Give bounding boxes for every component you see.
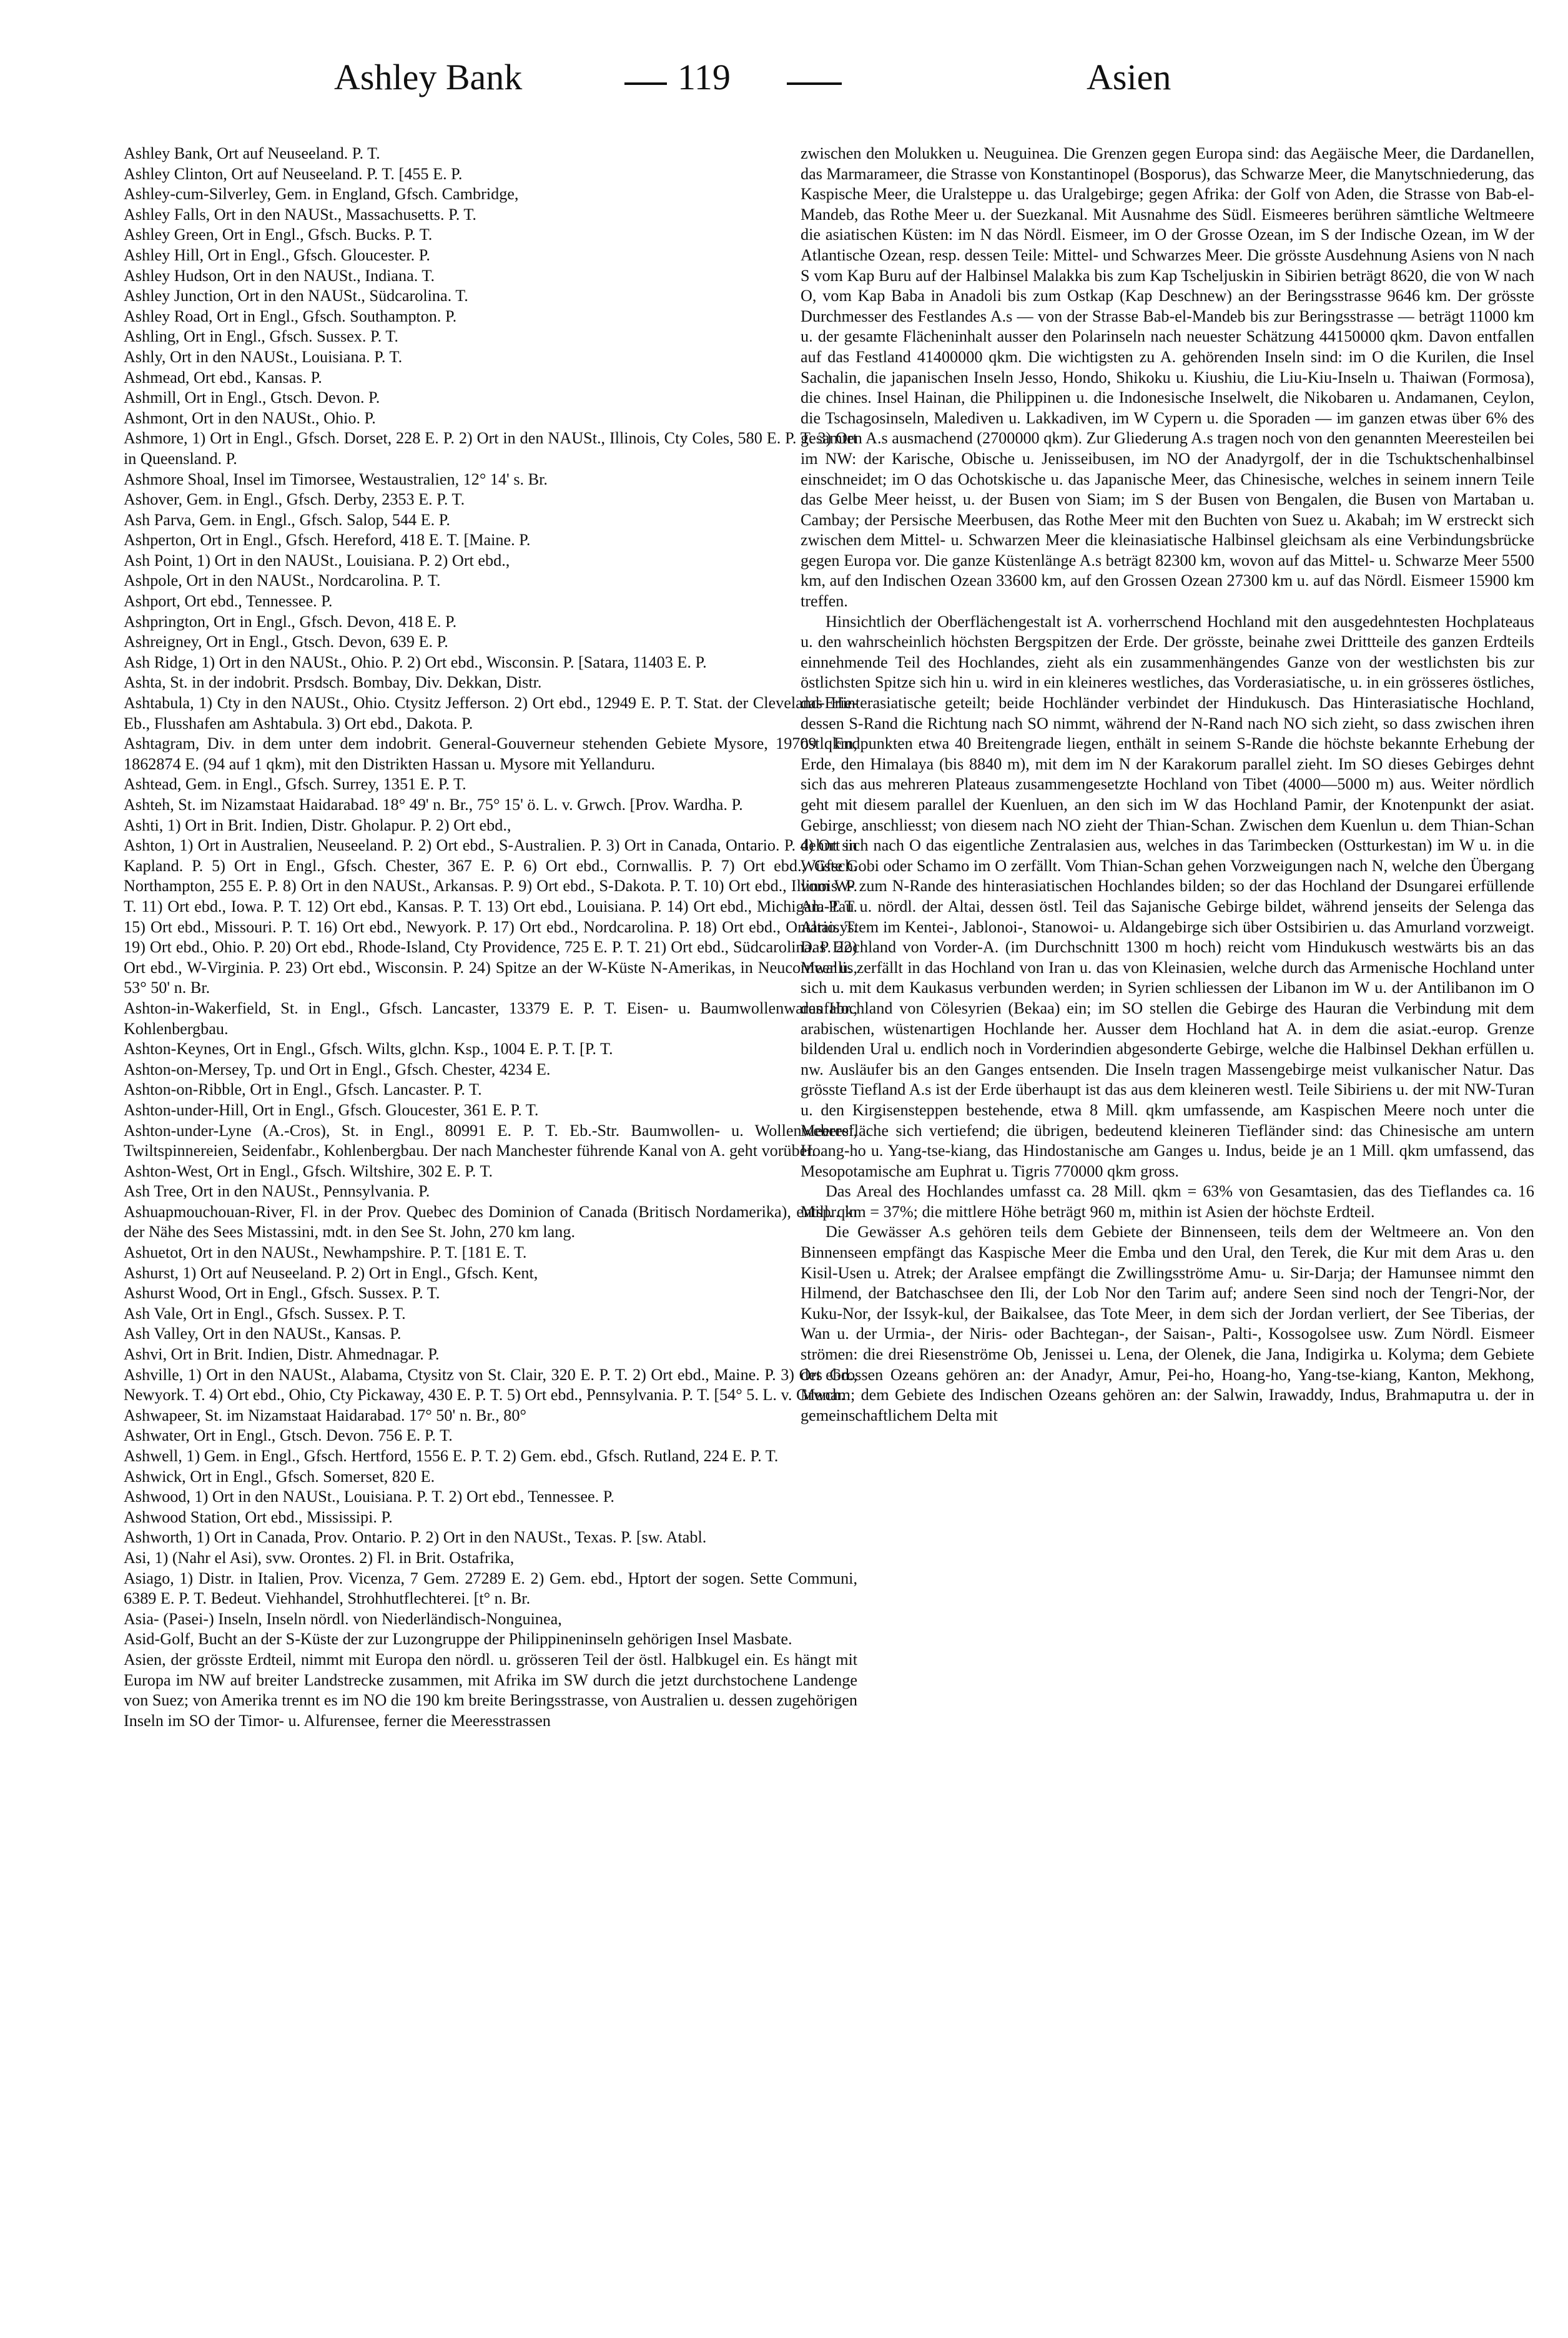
- dictionary-entry: Ashwater, Ort in Engl., Gtsch. Devon. 756 E. P. T.: [124, 1426, 453, 1445]
- dictionary-entry: Ashmill, Ort in Engl., Gtsch. Devon. P.: [124, 388, 380, 407]
- header-rule-right: [787, 82, 842, 85]
- dictionary-entry: Ashuapmouchouan-River, Fl. in der Prov. Quebec des Dominion of Canada (Britisch Nordamerika), entspr. in der Nähe des Sees Mistassini, mdt. in den See St. John, 270 km lang.: [124, 1202, 857, 1241]
- dictionary-entry: Ashville, 1) Ort in den NAUSt., Alabama, Ctysitz von St. Clair, 320 E. P. T. 2) Ort ebd., Maine. P. 3) Ort ebd., Newyork. T. 4) Ort ebd., Ohio, Cty Pickaway, 430 E. P. T. 5) Ort ebd., Pennsylvania. P. T. [54° 5. L. v. Grwch.: [124, 1365, 857, 1404]
- dictionary-entry: Ash Point, 1) Ort in den NAUSt., Louisiana. P. 2) Ort ebd.,: [124, 551, 510, 570]
- dictionary-entry: Ashly, Ort in den NAUSt., Louisiana. P. T.: [124, 347, 403, 366]
- dictionary-entry: Ashmore, 1) Ort in Engl., Gfsch. Dorset, 228 E. P. 2) Ort in den NAUSt., Illinois, Cty Coles, 580 E. P. T. 3) Ort in Queensland. P.: [124, 429, 857, 468]
- dictionary-entry: Ashton-West, Ort in Engl., Gfsch. Wiltshire, 302 E. P. T.: [124, 1162, 493, 1180]
- dictionary-entry: Ashta, St. in der indobrit. Prsdsch. Bombay, Div. Dekkan, Distr.: [124, 673, 542, 692]
- dictionary-entry: Ashley-cum-Silverley, Gem. in England, Gfsch. Cambridge,: [124, 185, 519, 204]
- page-header: [0, 56, 1568, 112]
- dictionary-entry: Ashtead, Gem. in Engl., Gfsch. Surrey, 1351 E. P. T.: [124, 775, 466, 794]
- dictionary-entry: Ashton-under-Hill, Ort in Engl., Gfsch. Gloucester, 361 E. P. T.: [124, 1100, 539, 1119]
- dictionary-entry: Ashley Bank, Ort auf Neuseeland. P. T.: [124, 144, 380, 162]
- dictionary-entry: Ash Valley, Ort in den NAUSt., Kansas. P.: [124, 1324, 402, 1343]
- dictionary-entry: Ash Vale, Ort in Engl., Gfsch. Sussex. P. T.: [124, 1304, 406, 1323]
- dictionary-entry: Ashton-on-Mersey, Tp. und Ort in Engl., Gfsch. Chester, 4234 E.: [124, 1060, 551, 1078]
- dictionary-entry: Ashuetot, Ort in den NAUSt., Newhampshire. P. T. [181 E. T.: [124, 1243, 527, 1262]
- dictionary-entry: Asien, der grösste Erdteil, nimmt mit Europa den nördl. u. grösseren Teil der östl. Halbkugel ein. Es hängt mit Europa im NW auf breiter Landstrecke zusammen, mit Afrika im SW durch die jetzt durchstochene Landenge von Suez; von Amerika trennt es im NO die 190 km breite Beringsstrasse, von Australien u. dessen zugehörigen Inseln im SO der Timor- u. Alfurensee, ferner die Meeresstrassen: [124, 1650, 857, 1730]
- dictionary-entry: Ashton-in-Wakerfield, St. in Engl., Gfsch. Lancaster, 13379 E. P. T. Eisen- u. Baumwollenwarenfabr., Kohlenbergbau.: [124, 999, 857, 1038]
- dictionary-entry: Ashwapeer, St. im Nizamstaat Haidarabad. 17° 50' n. Br., 80°: [124, 1406, 526, 1424]
- dictionary-entry: Asiago, 1) Distr. in Italien, Prov. Vicenza, 7 Gem. 27289 E. 2) Gem. ebd., Hptort der sogen. Sette Communi, 6389 E. P. T. Bedeut. Viehhandel, Strohhutflechterei. [t° n. Br.: [124, 1569, 857, 1608]
- dictionary-entry: Ashurst Wood, Ort in Engl., Gfsch. Sussex. P. T.: [124, 1284, 440, 1303]
- dictionary-entry: Ashley Road, Ort in Engl., Gfsch. Southampton. P.: [124, 307, 457, 325]
- dictionary-entry: Ash Parva, Gem. in Engl., Gfsch. Salop, 544 E. P.: [124, 510, 450, 529]
- dictionary-entry: Ashling, Ort in Engl., Gfsch. Sussex. P. T.: [124, 327, 398, 346]
- dictionary-entry: Ashwell, 1) Gem. in Engl., Gfsch. Hertford, 1556 E. P. T. 2) Gem. ebd., Gfsch. Rutland, 224 E. P. T.: [124, 1447, 779, 1465]
- dictionary-entry: Asi, 1) (Nahr el Asi), svw. Orontes. 2) Fl. in Brit. Ostafrika,: [124, 1548, 515, 1567]
- dictionary-entry: Ashwood Station, Ort ebd., Mississipi. P.: [124, 1507, 393, 1526]
- dictionary-entry: Ashperton, Ort in Engl., Gfsch. Hereford, 418 E. T. [Maine. P.: [124, 531, 531, 550]
- dictionary-entry: Ashprington, Ort in Engl., Gfsch. Devon, 418 E. P.: [124, 612, 457, 631]
- left-text-column: [124, 144, 857, 2317]
- dictionary-entry: Ashti, 1) Ort in Brit. Indien, Distr. Gholapur. P. 2) Ort ebd.,: [124, 816, 511, 834]
- dictionary-entry: Ashton-Keynes, Ort in Engl., Gfsch. Wilts, glchn. Ksp., 1004 E. P. T. [P. T.: [124, 1040, 613, 1058]
- dictionary-entry: Ashley Green, Ort in Engl., Gfsch. Bucks. P. T.: [124, 225, 433, 244]
- dictionary-entry: Die Gewässer A.s gehören teils dem Gebiete der Binnenseen, teils dem der Weltmeere an. Von den Binnenseen empfängt das Kaspische Meer die Emba und den Ural, den Terek, die Kur mit dem Aras u. den Kisil-Usen u. Atrek; der Aralsee empfängt die Zwillingsströme Amu- u. Sir-Darja; der Hamunsee nimmt den Hilmend, der Batchaschsee den Ili, der Lob Nor den Tarim auf; andere Seen sind noch der Tengri-Nor, der Kuku-Nor, der Issyk-kul, der Baikalsee, das Tote Meer, in dem sich der Jordan verliert, der See Tiberias, der Wan u. der Urmia-, der Niris- oder Bachtegan-, der Saisan-, Palti-, Kossogolsee usw. Zum Nördl. Eismeer strömen: die drei Riesenströme Ob, Jenissei u. Lena, der Olenek, die Jana, Indigirka u. Kolyma; dem Gebiete des Grossen Ozeans gehören an: der Anadyr, Amur, Pei-ho, Hoang-ho, Yang-tse-kiang, Kanton, Mekhong, Menam; dem Gebiete des Indischen Ozeans gehören an: der Salwin, Irawaddy, Indus, Brahmaputra u. der in gemeinschaftlichem Delta mit: [801, 1223, 1534, 1424]
- dictionary-entry: Ashworth, 1) Ort in Canada, Prov. Ontario. P. 2) Ort in den NAUSt., Texas. P. [sw. Atabl.: [124, 1528, 707, 1547]
- dictionary-entry: Ashtagram, Div. in dem unter dem indobrit. General-Gouverneur stehenden Gebiete Mysore, 19709 qkm, 1862874 E. (94 auf 1 qkm), mit den Distrikten Hassan u. Mysore mit Yellanduru.: [124, 734, 857, 773]
- dictionary-entry: Ashreigney, Ort in Engl., Gtsch. Devon, 639 E. P.: [124, 633, 448, 651]
- dictionary-entry: Ashwick, Ort in Engl., Gfsch. Somerset, 820 E.: [124, 1467, 435, 1486]
- dictionary-entry: Ashwood, 1) Ort in den NAUSt., Louisiana. P. T. 2) Ort ebd., Tennessee. P.: [124, 1487, 614, 1506]
- dictionary-entry: Asid-Golf, Bucht an der S-Küste der zur Luzongruppe der Philippineninseln gehörigen Insel Masbate.: [124, 1630, 792, 1649]
- header-rule-left: [624, 82, 667, 85]
- dictionary-entry: Ashvi, Ort in Brit. Indien, Distr. Ahmednagar. P.: [124, 1345, 440, 1364]
- dictionary-entry: zwischen den Molukken u. Neuguinea. Die Grenzen gegen Europa sind: das Aegäische Meer, die Dardanellen, das Marmarameer, die Strasse von Konstantinopel (Bosporus), das Schwarze Meer, die Manytschniederung, das Kaspische Meer, die Uralsteppe u. das Uralgebirge; gegen Afrika: der Golf von Aden, die Strasse von Bab-el-Mandeb, das Rothe Meer u. der Suezkanal. Mit Ausnahme des Südl. Eismeeres berühren sämtliche Weltmeere die asiatischen Küsten: im N das Nördl. Eismeer, im O der Grosse Ozean, im S der Indische Ozean, im W der Atlantische Ozean, resp. dessen Teile: Mittel- und Schwarzes Meer. Die grösste Ausdehnung Asiens von N nach S vom Kap Buru auf der Halbinsel Malakka bis zum Kap Tscheljuskin in Sibirien beträgt 8620, die von W nach O, vom Kap Baba in Anadoli bis zum Ostkap (Kap Deschnew) an der Beringsstrasse 9646 km. Der grösste Durchmesser des Festlandes A.s — von der Strasse Bab-el-Mandeb bis zur Beringsstrasse — beträgt 11000 km u. der gesamte Flächeninhalt ausser den Polarinseln nach neuester Schätzung 44150000 qkm. Davon entfallen auf das Festland 41400000 qkm. Die wichtigsten zu A. gehörenden Inseln sind: im O die Kurilen, die Insel Sachalin, die japanischen Inseln Jesso, Hondo, Shikoku u. Kiushiu, die Liu-Kiu-Inseln u. Thaiwan (Formosa), die chines. Insel Hainan, die Philippinen u. die Indonesische Inselwelt, die Nikobaren u. Andamanen, Ceylon, die Tschagosinseln, Malediven u. Lakkadiven, im W Cypern u. die Sporaden — im ganzen etwas über 6% des gesamten A.s ausmachend (2700000 qkm). Zur Gliederung A.s tragen noch von den genannten Meeresteilen bei im NW: der Karische, Obische u. Jenisseibusen, im NO der Anadyrgolf, der in die Tschuktschenhalbinsel einschneidet; im O das Ochotskische u. das Japanische Meer, das Chinesische, welches in seinem innern Teile das Gelbe Meer heisst, u. der Busen von Siam; im S der Busen von Bengalen, die Busen von Martaban u. Cambay; der Persische Meerbusen, das Rothe Meer mit den Buchten von Suez u. Akabah; im W erstreckt sich zwischen dem Mittel- u. Schwarzen Meer die kleinasiatische Halbinsel gleichsam als eine Verbindungsbrücke gegen Europa vor. Die ganze Küstenlänge A.s beträgt 82300 km, wovon auf das Mittel- u. Schwarze Meer 5500 km, auf den Indischen Ozean 33600 km, auf den Grossen Ozean 27300 km u. auf das Nördl. Eismeer 15900 km treffen.: [801, 144, 1534, 611]
- dictionary-entry: Ashurst, 1) Ort auf Neuseeland. P. 2) Ort in Engl., Gfsch. Kent,: [124, 1263, 538, 1282]
- dictionary-entry: Ashmont, Ort in den NAUSt., Ohio. P.: [124, 408, 376, 427]
- dictionary-entry: Ashmore Shoal, Insel im Timorsee, Westaustralien, 12° 14' s. Br.: [124, 470, 548, 488]
- header-running-title-right: Asien: [1087, 57, 1171, 97]
- dictionary-entry: Ashport, Ort ebd., Tennessee. P.: [124, 592, 333, 611]
- dictionary-entry: Ashpole, Ort in den NAUSt., Nordcarolina. P. T.: [124, 571, 441, 590]
- dictionary-entry: Das Areal des Hochlandes umfasst ca. 28 Mill. qkm = 63% von Gesamtasien, das des Tieflandes ca. 16 Mill. qkm = 37%; die mittlere Höhe beträgt 960 m, mithin ist Asien der höchste Erdteil.: [801, 1182, 1534, 1221]
- page-number: 119: [678, 57, 731, 97]
- dictionary-entry: Ashton, 1) Ort in Australien, Neuseeland. P. 2) Ort ebd., S-Australien. P. 3) Ort in Canada, Ontario. P. 4) Ort in Kapland. P. 5) Ort in Engl., Gfsch. Chester, 367 E. P. 6) Ort ebd., Cornwallis. P. 7) Ort ebd., Gfsch. Northampton, 255 E. P. 8) Ort in den NAUSt., Arkansas. P. 9) Ort ebd., S-Dakota. P. T. 10) Ort ebd., Illinois. P. T. 11) Ort ebd., Iowa. P. T. 12) Ort ebd., Kansas. P. T. 13) Ort ebd., Louisiana. P. 14) Ort ebd., Michigan. P. T. 15) Ort ebd., Missouri. P. T. 16) Ort ebd., Newyork. P. 17) Ort ebd., Nordcarolina. P. 18) Ort ebd., Ontario. T. 19) Ort ebd., Ohio. P. 20) Ort ebd., Rhode-Island, Cty Providence, 725 E. P. T. 21) Ort ebd., Südcarolina. P. 22) Ort ebd., W-Virginia. P. 23) Ort ebd., Wisconsin. P. 24) Spitze an der W-Küste N-Amerikas, in Neucornwallis, 53° 50' n. Br.: [124, 836, 857, 997]
- dictionary-entry: Ashtabula, 1) Cty in den NAUSt., Ohio. Ctysitz Jefferson. 2) Ort ebd., 12949 E. P. T. Stat. der Cleveland-Erie-Eb., Flusshafen am Ashtabula. 3) Ort ebd., Dakota. P.: [124, 694, 857, 732]
- dictionary-entry: Ashmead, Ort ebd., Kansas. P.: [124, 368, 322, 387]
- dictionary-entry: Ash Ridge, 1) Ort in den NAUSt., Ohio. P. 2) Ort ebd., Wisconsin. P. [Satara, 11403 E. P.: [124, 653, 707, 671]
- dictionary-entry: Ashley Clinton, Ort auf Neuseeland. P. T. [455 E. P.: [124, 164, 463, 183]
- dictionary-entry: Ashley Hill, Ort in Engl., Gfsch. Gloucester. P.: [124, 245, 430, 264]
- dictionary-entry: Ashley Falls, Ort in den NAUSt., Massachusetts. P. T.: [124, 205, 476, 224]
- dictionary-entry: Ashton-under-Lyne (A.-Cros), St. in Engl., 80991 E. P. T. Eb.-Str. Baumwollen- u. Wollenweberei, Twiltspinnereien, Seidenfabr., Kohlenbergbau. Der nach Manchester führende Kanal von A. geht vorüber.: [124, 1121, 857, 1160]
- right-text-column: [801, 144, 1534, 2317]
- dictionary-entry: Ashton-on-Ribble, Ort in Engl., Gfsch. Lancaster. P. T.: [124, 1080, 482, 1099]
- dictionary-entry: Ashley Junction, Ort in den NAUSt., Südcarolina. T.: [124, 287, 468, 305]
- dictionary-entry: Hinsichtlich der Oberflächengestalt ist A. vorherrschend Hochland mit den ausgedehntesten Hochplateaus u. den wahrscheinlich höchsten Bergspitzen der Erde. Der grösste, beinahe zwei Drittteile des ganzen Erdteils einnehmende Teil des Hochlandes, zieht als ein zusammenhängendes Ganze von der westlichsten bis zur östlichsten Spitze sich hin u. wird in ein kleineres westliches, das Vorderasiatische, u. in ein grösseres östliches, das Hinterasiatische geteilt; beide Hochländer verbindet der Hindukusch. Das Hinterasiatische Hochland, dessen S-Rand die Richtung nach SO nimmt, während der N-Rand nach NO sich zieht, so dass zwischen ihren östl. Endpunkten etwa 40 Breitengrade liegen, enthält in seinem S-Rande die höchste bekannte Erhebung der Erde, den Himalaya (bis 8840 m), mit dem im N der Karakorum parallel zieht. Im SO dieses Gebirges dehnt sich das aus mehreren Plateaus zusammengesetzte Hochland von Tibet (4000—5000 m) aus. Weiter nördlich geht mit diesem parallel der Kuenluen, an den sich im W das Hochland Pamir, der Knotenpunkt der asiat. Gebirge, anschliesst; von diesem nach NO zieht der Thian-Schan. Zwischen dem Kuenlun u. dem Thian-Schan dehnt sich nach O das eigentliche Zentralasien aus, welches in das Tarimbecken (Ostturkestan) im W u. in die Wüste Gobi oder Schamo im O zerfällt. Vom Thian-Schan gehen Vorzweigungen nach N, welche den Übergang vom W- zum N-Rande des hinterasiatischen Hochlandes bilden; so der das Hochland der Dsungarei erfüllende Ala-Tau u. nördl. der Altai, dessen östl. Teil das Sajanische Gebirge bildet, während jenseits der Selenga das Altaisystem im Kentei-, Jablonoi-, Stanowoi- u. Aldangebirge sich über Ostsibirien u. das Amurland vorzweigt. Das Hochland von Vorder-A. (im Durchschnitt 1300 m hoch) reicht vom Hindukusch westwärts bis an das Meer u. zerfällt in das Hochland von Iran u. das von Kleinasien, welche durch das Armenische Hochland unter sich u. mit dem Kaukasus verbunden werden; in Syrien schliessen der Libanon im W u. der Antilibanon im O das Hochland von Cölesyrien (Bekaa) ein; im SO stellen die Gebirge des Hauran die Verbindung mit dem arabischen, wüstenartigen Hochlande her. Ausser dem Hochland hat A. in dem die asiat.-europ. Grenze bildenden Ural u. endlich noch in Vorderindien abgesonderte Gebirge, welche die Halbinsel Dekhan erfüllen u. nw. Ausläufer bis an den Ganges entsenden. Die Inseln tragen Massengebirge meist vulkanischer Natur. Das grösste Tiefland A.s ist der Erde überhaupt ist das aus dem kleineren westl. Teile Sibiriens u. der mit NW-Turan u. den Kirgisensteppen bestehende, etwa 8 Mill. qkm umfassende, am Kaspischen Meere noch unter die Meeresfläche sich vertiefend; die übrigen, bedeutend kleineren Tiefländer sind: das Chinesische am untern Hoang-ho u. Yang-tse-kiang, das Hindostanische am Ganges u. Indus, beide je an 1 Mill. qkm umfassend, das Mesopotamische am Euphrat u. Tigris 770000 qkm gross.: [801, 612, 1534, 1180]
- dictionary-entry: Ash Tree, Ort in den NAUSt., Pennsylvania. P.: [124, 1182, 430, 1201]
- header-running-title-left: Ashley Bank: [334, 57, 523, 97]
- dictionary-entry: Asia- (Pasei-) Inseln, Inseln nördl. von Niederländisch-Nonguinea,: [124, 1609, 562, 1628]
- dictionary-entry: Ashley Hudson, Ort in den NAUSt., Indiana. T.: [124, 266, 435, 285]
- dictionary-entry: Ashteh, St. im Nizamstaat Haidarabad. 18° 49' n. Br., 75° 15' ö. L. v. Grwch. [Prov. Wardha. P.: [124, 796, 743, 814]
- dictionary-entry: Ashover, Gem. in Engl., Gfsch. Derby, 2353 E. P. T.: [124, 490, 465, 509]
